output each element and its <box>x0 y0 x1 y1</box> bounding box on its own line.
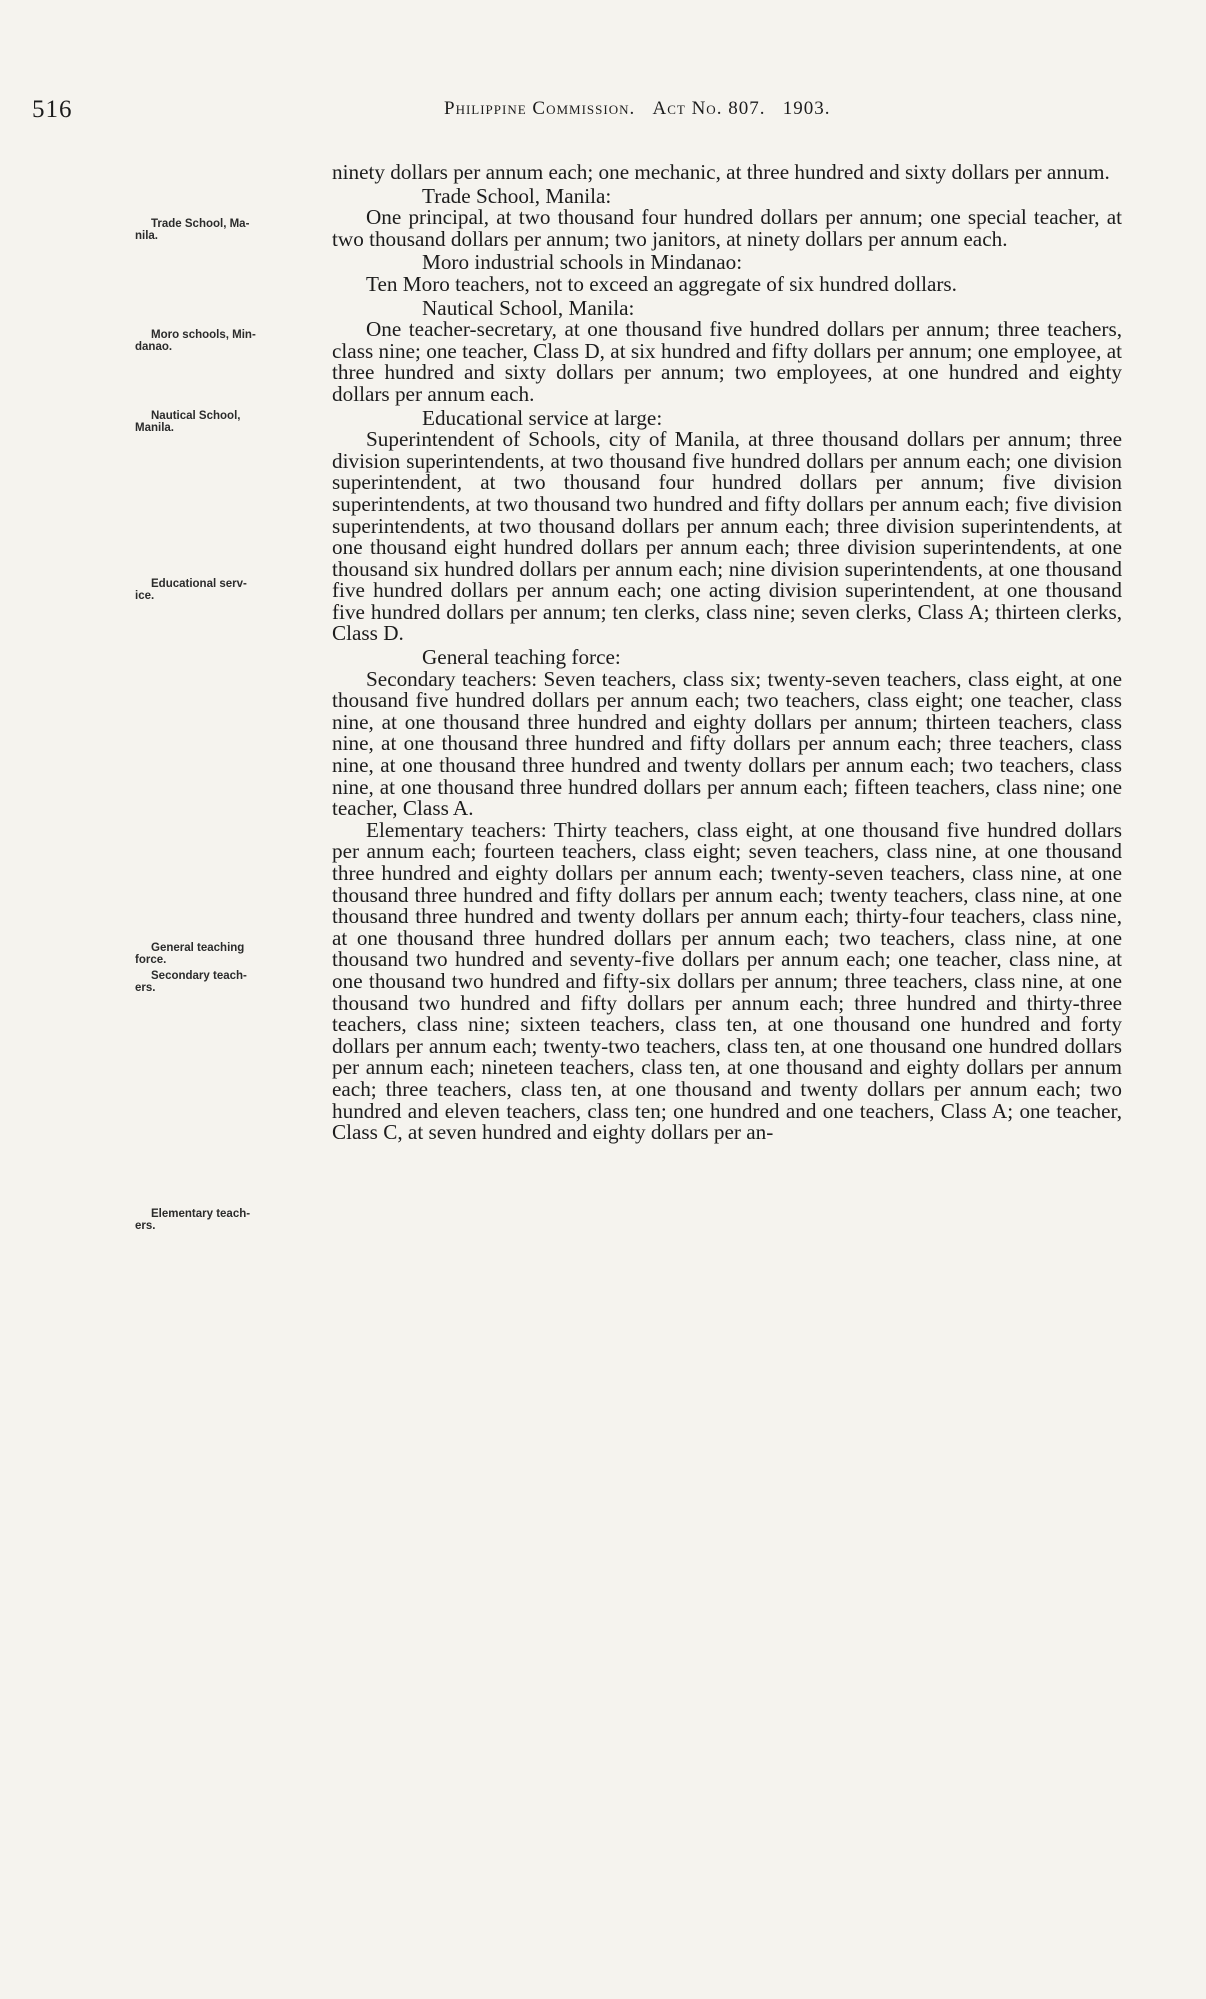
margin-note-line: ers. <box>135 982 156 994</box>
margin-note-educational-service <box>135 578 330 602</box>
nautical-school-paragraph: One teacher-secretary, at one thousand five hundred dollars per annum; three teachers, class nine; one teacher, Class D, at six hundred and fifty dollars per annum; one employee, at three hundred and sixty dollars per annum; two employees, at one hundred and eighty dollars per annum each. <box>332 317 1122 406</box>
margin-note-line: danao. <box>135 341 173 353</box>
margin-note-trade-school <box>135 218 330 242</box>
page-number: 516 <box>32 96 73 123</box>
nautical-school-heading: Nautical School, Manila: <box>422 295 635 320</box>
margin-note-line: Educational serv- <box>151 578 247 590</box>
margin-note-line: Secondary teach- <box>151 970 247 982</box>
trade-school-heading: Trade School, Manila: <box>422 183 612 208</box>
margin-note-line: ers. <box>135 1220 156 1232</box>
educational-service-paragraph: Superintendent of Schools, city of Manila, at three thousand dollars per annum; three division superintendents, at two thousand five hundred dollars per annum each; one division superintendent, at two thousand four hundred dollars per annum; five division superintendents, at two thousand two hundred and fifty dollars per annum each; five division superintendents, at two thousand dollars per annum each; three division superintendents, at one thousand eight hundred dollars per annum each; three division superintendents, at one thousand six hundred dollars per annum each; nine division superintendents, at one thousand five hundred dollars per annum each; one acting division superintendent, at one thousand five hundred dollars per annum; ten clerks, class nine; seven clerks, Class A; thirteen clerks, Class D. <box>332 427 1122 646</box>
margin-note-line: nila. <box>135 230 159 242</box>
margin-note-moro-schools <box>135 329 330 353</box>
continuation-paragraph: ninety dollars per annum each; one mechanic, at three hundred and sixty dollars per annum. <box>332 160 1110 184</box>
running-head <box>444 98 830 120</box>
moro-schools-paragraph: Ten Moro teachers, not to exceed an aggregate of six hundred dollars. <box>366 271 957 296</box>
moro-schools-heading: Moro industrial schools in Mindanao: <box>422 250 743 275</box>
margin-note-line: Elementary teach- <box>151 1208 251 1220</box>
margin-note-secondary-teachers <box>135 970 330 994</box>
trade-school-paragraph: One principal, at two thousand four hundred dollars per annum; one special teacher, at two thousand dollars per annum; two janitors, at ninety dollars per annum each. <box>332 205 1122 251</box>
margin-note-line: force. <box>135 954 167 966</box>
running-head-year: 1903. <box>782 98 831 119</box>
general-teaching-heading: General teaching force: <box>422 645 621 670</box>
margin-note-line: General teaching <box>151 942 245 954</box>
margin-note-line: Moro schools, Min- <box>151 329 256 341</box>
margin-note-general-teaching-force <box>135 942 330 966</box>
running-head-commission: Philippine Commission. <box>444 98 636 119</box>
body-text <box>332 162 1122 1144</box>
running-head-act: Act No. 807. <box>652 98 766 119</box>
margin-note-line: ice. <box>135 590 155 602</box>
margin-note-line: Manila. <box>135 422 174 434</box>
margin-note-line: Nautical School, <box>151 410 241 422</box>
margin-note-elementary-teachers <box>135 1208 330 1232</box>
secondary-teachers-paragraph: Secondary teachers: Seven teachers, class six; twenty-seven teachers, class eight, at one thousand five hundred dollars per annum each; two teachers, class eight; one teacher, class nine, at one thousand three hundred and eighty dollars per annum; thirteen teachers, class nine, at one thousand three hundred and fifty dollars per annum each; three teachers, class nine, at one thousand three hundred and twenty dollars per annum each; two teachers, class nine, at one thousand three hundred dollars per annum each; fifteen teachers, class nine; one teacher, Class A. <box>332 666 1122 821</box>
educational-service-heading: Educational service at large: <box>422 405 663 430</box>
elementary-teachers-paragraph: Elementary teachers: Thirty teachers, class eight, at one thousand five hundred dollars per annum each; fourteen teachers, class eight; seven teachers, class nine, at one thousand three hundred and eighty dollars per annum each; twenty-seven teachers, class nine, at one thousand three hundred and fifty dollars per annum each; twenty teachers, class nine, at one thousand three hundred and twenty dollars per annum each; thirty-four teachers, class nine, at one thousand three hundred dollars per annum each; two teachers, class nine, at one thousand two hundred and seventy-five dollars per annum each; one teacher, class nine, at one thousand two hundred and fifty-six dollars per annum; three teachers, class nine, at one thousand two hundred and fifty dollars per annum each; three hundred and thirty-three teachers, class nine; sixteen teachers, class ten, at one thousand one hundred and forty dollars per annum each; twenty-two teachers, class ten, at one thousand one hundred dollars per annum each; nineteen teachers, class ten, at one thousand and eighty dollars per annum each; three teachers, class ten, at one thousand and twenty dollars per annum each; two hundred and eleven teachers, class ten; one hundred and one teachers, Class A; one teacher, Class C, at seven hundred and eighty dollars per an- <box>332 817 1122 1145</box>
margin-note-line: Trade School, Ma- <box>151 218 250 230</box>
margin-note-nautical-school <box>135 410 330 434</box>
